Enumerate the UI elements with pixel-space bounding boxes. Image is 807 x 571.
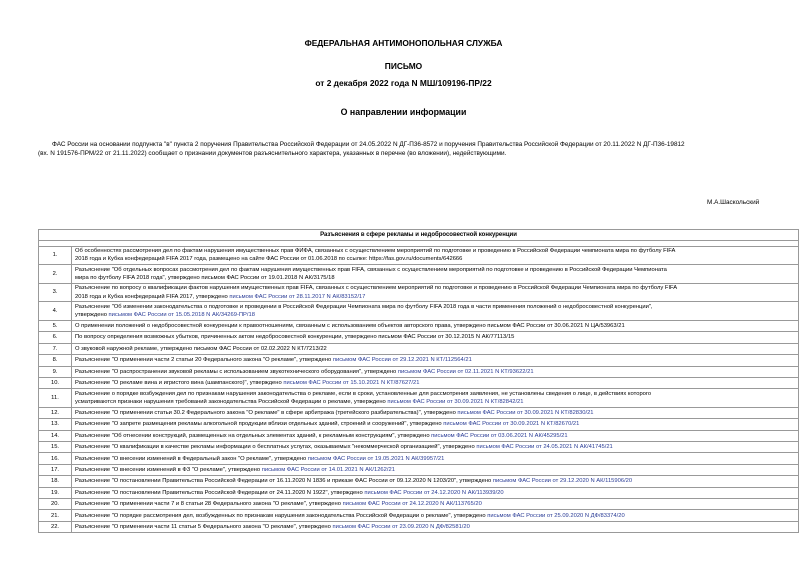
row-number: 3.	[39, 283, 72, 302]
row-text-line-1	[75, 333, 795, 341]
row-text-line-2	[75, 274, 795, 282]
row-number: 22.	[39, 521, 72, 532]
row-text: Разъяснение "О запрете размещения рекламы алкогольной продукции вблизи отдельных зданий, строений и сооружений", утверждено	[75, 421, 444, 428]
table-row	[39, 343, 799, 354]
row-text: Разъяснение "Об изменении законодательства о подготовке и проведении в Российской Федерации Чемпионата мира по футболу FIFA 2018 года в части применения положений о недобросовестной конкуренции",	[75, 303, 653, 310]
table-caption-row	[39, 230, 799, 241]
letter-link[interactable]: письмом ФАС России от 02.11.2021 N КТ/93622/21	[397, 368, 534, 375]
table-row	[39, 283, 799, 302]
row-number: 15.	[39, 442, 72, 453]
row-description	[72, 407, 799, 418]
table-row	[39, 355, 799, 366]
letter-link[interactable]: письмом ФАС России от 30.09.2021 N КТ/82830/21	[457, 410, 594, 416]
table-row	[39, 389, 799, 408]
row-description	[72, 389, 799, 408]
row-description	[72, 302, 799, 321]
row-text-line-1	[75, 390, 795, 398]
letter-link[interactable]: письмом ФАС России от 28.11.2017 N АК/83152/17	[229, 293, 366, 300]
table-row	[39, 487, 799, 498]
row-text: О звуковой наружной рекламе, утверждено письмом ФАС России от 02.02.2022 N КТ/7213/22	[75, 345, 327, 352]
row-number: 16.	[39, 453, 72, 464]
row-text: Разъяснение "О квалификации в качестве рекламы информации о бесплатных услугах, оказываемых "некоммерческой организацией", утверждено	[75, 444, 477, 451]
row-text: Разъяснение о порядке возбуждения дел по признакам нарушения законодательства о рекламе, если в сроки, установленные для рассмотрения заявления, не установлены сведения о лице, в действиях которого	[75, 390, 652, 397]
row-number: 18.	[39, 476, 72, 487]
doc-date-number: от 2 декабря 2022 года N МШ/109196-ПР/22	[315, 78, 492, 88]
row-number: 6.	[39, 332, 72, 343]
row-description	[72, 419, 799, 430]
row-text: Разъяснение "О рекламе вина и игристого вина (шампанского)", утверждено	[75, 380, 284, 387]
row-text-line-1	[75, 247, 795, 255]
row-text: Разъяснение "О постановлении Правительства Российской Федерации от 24.11.2020 N 1922", утверждено	[75, 489, 365, 496]
row-text: Разъяснение "О распространении звуковой рекламы с использованием звукотехнического оборудования", утверждено	[75, 368, 398, 375]
documents-table	[38, 229, 799, 533]
letter-link[interactable]: письмом ФАС России от 23.09.2020 N ДФ/82581/20	[332, 523, 470, 530]
letter-link[interactable]: письмом ФАС России от 29.12.2020 N АК/115906/20	[492, 478, 633, 485]
row-text-continued: 2018 года и Кубка конфедераций FIFA 2017, утверждено	[75, 293, 230, 300]
row-text-line-1	[75, 420, 795, 428]
table-row	[39, 366, 799, 377]
row-text-line-1	[75, 443, 795, 451]
row-text: Разъяснение "О применении части 2 статьи 20 Федерального закона "О рекламе", утверждено	[75, 357, 333, 364]
table-row	[39, 407, 799, 418]
letter-link[interactable]: письмом ФАС России от 29.12.2021 N КТ/112564/21	[332, 357, 472, 364]
row-text-line-1	[75, 477, 795, 485]
table-caption: Разъяснения в сфере рекламы и недобросовестной конкуренции	[39, 230, 799, 241]
letter-link[interactable]: письмом ФАС России от 14.01.2021 N АК/1262/21	[261, 466, 395, 473]
table-row	[39, 521, 799, 532]
row-number: 8.	[39, 355, 72, 366]
row-description	[72, 476, 799, 487]
table-row	[39, 476, 799, 487]
row-text-line-1	[75, 266, 795, 274]
row-description	[72, 265, 799, 284]
letter-link[interactable]: письмом ФАС России от 24.12.2020 N АК/113765/20	[342, 501, 482, 508]
row-number: 14.	[39, 430, 72, 441]
table-row	[39, 302, 799, 321]
letter-link[interactable]: письмом ФАС России от 24.05.2021 N АК/41745/21	[476, 444, 613, 451]
row-text: Разъяснение "О применении части 7 и 8 статьи 28 Федерального закона "О рекламе", утверждено	[75, 501, 343, 508]
table-row	[39, 419, 799, 430]
table-row	[39, 377, 799, 388]
row-description	[72, 332, 799, 343]
row-number: 1.	[39, 246, 72, 265]
row-number: 2.	[39, 265, 72, 284]
row-text-line-1	[75, 432, 795, 440]
row-text-line-2	[75, 311, 795, 319]
intro-paragraph	[38, 140, 798, 159]
row-text-line-2	[75, 293, 795, 301]
row-text-continued: усматриваются признаки нарушения требований законодательства Российской Федерации о рекламе, утверждено	[75, 399, 388, 406]
letter-link[interactable]: письмом ФАС России от 30.09.2021 N КТ/82670/21	[443, 421, 580, 428]
row-text-line-1	[75, 356, 795, 364]
row-text-line-1	[75, 303, 795, 311]
row-description	[72, 442, 799, 453]
row-text-line-1	[75, 284, 795, 292]
row-number: 20.	[39, 499, 72, 510]
row-text: Разъяснение "О внесении изменений в ФЗ "О рекламе", утверждено	[75, 466, 262, 473]
row-number: 9.	[39, 366, 72, 377]
row-text: По вопросу определения возможных убытков, причиненных актом недобросовестной конкуренции, утверждено письмом ФАС России от 30.12.2015 N АК/77113/15	[75, 334, 515, 341]
row-number: 21.	[39, 510, 72, 521]
letter-link[interactable]: письмом ФАС России от 03.06.2021 N АК/45295/21	[431, 432, 568, 439]
row-description	[72, 246, 799, 265]
row-text: Разъяснение "Об отдельных вопросах рассмотрения дел по фактам нарушения имущественных прав FIFA, связанных с осуществлением мероприятий по подготовке и проведению в Российской Федерации Чемпионата	[75, 266, 667, 273]
doc-subject: О направлении информации	[340, 107, 467, 117]
table-row	[39, 320, 799, 331]
row-description	[72, 377, 799, 388]
row-number: 7.	[39, 343, 72, 354]
row-text-line-1	[75, 345, 795, 353]
letter-link[interactable]: письмом ФАС России от 15.10.2021 N КТ/87627/21	[283, 380, 420, 387]
row-text: Разъяснение по вопросу о квалификации фактов нарушения имущественных прав FIFA, связанных с осуществлением мероприятий по подготовке и проведению в Российской Федерации Чемпионата мира по футболу FIFA	[75, 285, 678, 292]
row-text-line-1	[75, 409, 795, 417]
row-description	[72, 283, 799, 302]
row-number: 4.	[39, 302, 72, 321]
intro-line-1: ФАС России на основании подпункта "в" пункта 2 поручения Правительства Российской Федерации от 24.05.2022 N ДГ-П36-8572 и поручения Правительства Российской Федерации от 20.11.2022 N ДГ-П36-19812	[52, 141, 685, 148]
row-text-line-1	[75, 466, 795, 474]
row-text: Разъяснение "О применении части 11 статьи 5 Федерального закона "О рекламе", утверждено	[75, 523, 333, 530]
table-row	[39, 265, 799, 284]
row-number: 19.	[39, 487, 72, 498]
row-description	[72, 453, 799, 464]
row-description	[72, 487, 799, 498]
row-description	[72, 499, 799, 510]
row-number: 11.	[39, 389, 72, 408]
signature: М.А.Шаскольский	[707, 199, 760, 206]
row-text-line-1	[75, 523, 795, 531]
row-number: 12.	[39, 407, 72, 418]
table-row	[39, 442, 799, 453]
table-row	[39, 430, 799, 441]
row-description	[72, 430, 799, 441]
table-row	[39, 332, 799, 343]
row-description	[72, 355, 799, 366]
letter-link[interactable]: письмом ФАС России от 19.05.2021 N АК/39957/21	[307, 455, 445, 462]
row-text-continued: 2018 года и Кубка конфедераций FIFA 2017 года, размещено на сайте ФАС России от 01.06.2018 по ссылке: https://fas.gov.ru/documents/642666	[75, 256, 463, 263]
letter-link[interactable]: письмом ФАС России от 30.09.2021 N КТ/82842/21	[387, 399, 524, 406]
letter-link[interactable]: письмом ФАС России от 25.09.2020 N ДФ/83374/20	[487, 512, 625, 519]
row-number: 10.	[39, 377, 72, 388]
row-text-line-2	[75, 255, 795, 263]
row-description	[72, 510, 799, 521]
row-text: О применении положений о недобросовестной конкуренции к правоотношениям, связанным с использованием объектов авторского права, утверждено письмом ФАС России от 30.06.2021 N ЦА/53963/21	[75, 323, 625, 330]
row-number: 17.	[39, 464, 72, 475]
row-description	[72, 464, 799, 475]
intro-line-2: (вх. N 191576-ПРМ/22 от 21.11.2022) сообщает о признании документов разъяснительного характера, указанных в перечне (во вложении), недействующими.	[38, 150, 507, 158]
doc-type: ПИСЬМО	[384, 61, 423, 71]
row-number: 13.	[39, 419, 72, 430]
table-row	[39, 246, 799, 265]
row-text-continued: утверждено	[75, 312, 109, 319]
letter-link[interactable]: письмом ФАС России от 24.12.2020 N АК/113939/20	[364, 489, 504, 496]
row-description	[72, 343, 799, 354]
row-text-line-1	[75, 322, 795, 330]
table-row	[39, 499, 799, 510]
row-text-line-1	[75, 455, 795, 463]
row-text-continued: мира по футболу FIFA 2018 года", утверждено письмом ФАС России от 19.01.2018 N АК/3175/18	[75, 274, 335, 281]
agency-title: ФЕДЕРАЛЬНАЯ АНТИМОНОПОЛЬНАЯ СЛУЖБА	[304, 38, 503, 48]
letter-link[interactable]: письмом ФАС России от 15.05.2018 N АК/34269-ПР/18	[108, 312, 255, 319]
row-text-line-1	[75, 512, 795, 520]
row-text: Разъяснение "О постановлении Правительства Российской Федерации от 16.11.2020 N 1836 и приказе ФАС России от 09.12.2020 N 1203/20", утверждено	[75, 478, 493, 485]
row-description	[72, 521, 799, 532]
row-text-line-1	[75, 489, 795, 497]
row-text: Разъяснение "О порядке рассмотрения дел, возбужденных по признакам нарушения законодательства Российской Федерации о рекламе", утверждено	[75, 512, 488, 519]
row-text-line-2	[75, 398, 795, 406]
table-row	[39, 464, 799, 475]
row-description	[72, 320, 799, 331]
row-text-line-1	[75, 368, 795, 376]
row-text: Разъяснение "О применении статьи 30.2 Федерального закона "О рекламе" в сфере арбитража (третейского разбирательства)", утверждено	[75, 410, 458, 416]
table-row	[39, 453, 799, 464]
row-text: Об особенностях рассмотрения дел по фактам нарушения имущественных прав ФИФА, связанных с осуществлением мероприятий по подготовке и проведению в Российской Федерации чемпионата мира по футболу FIFA	[75, 248, 676, 255]
row-text: Разъяснение "О внесении изменений в Федеральный закон "О рекламе", утверждено	[75, 455, 308, 462]
row-number: 5.	[39, 320, 72, 331]
table-row	[39, 510, 799, 521]
row-text-line-1	[75, 379, 795, 387]
row-text-line-1	[75, 500, 795, 508]
row-text: Разъяснение "Об отнесении конструкций, размещенных на отдельных элементах зданий, к рекламным конструкциям", утверждено	[75, 432, 432, 439]
row-description	[72, 366, 799, 377]
